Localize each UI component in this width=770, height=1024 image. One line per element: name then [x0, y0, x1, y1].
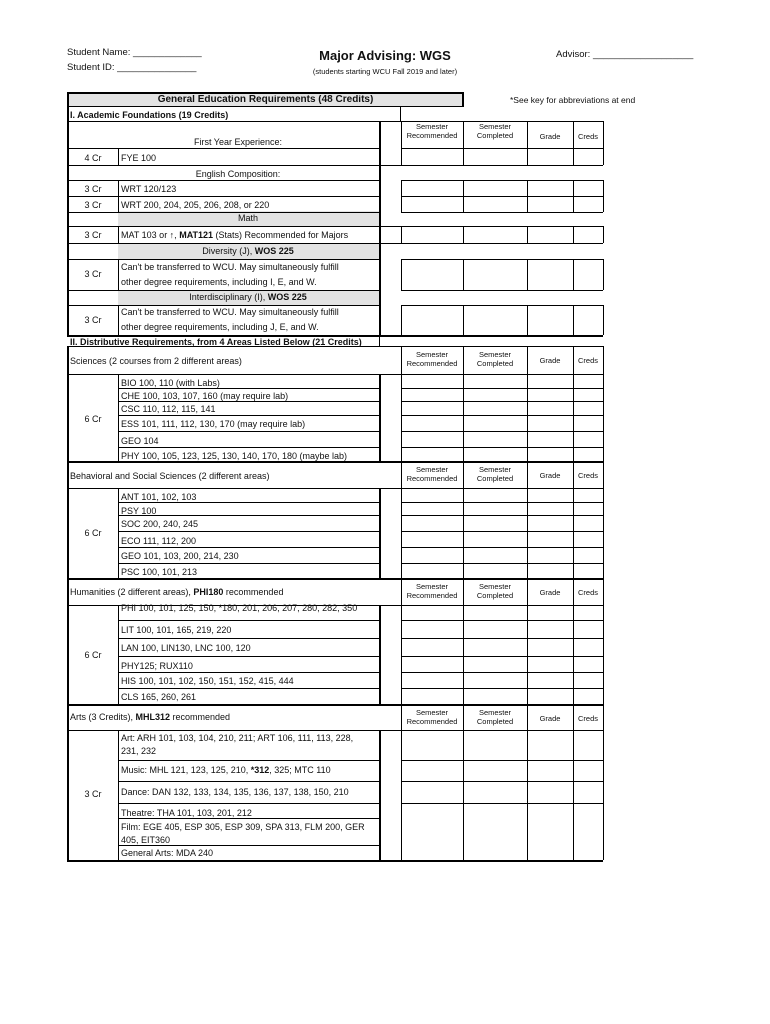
- behavioral-row: ANT 101, 102, 103: [121, 492, 197, 502]
- eng2-credits: 3 Cr: [84, 200, 102, 210]
- column-header: Semester Completed: [476, 582, 514, 600]
- column-header: Grade: [539, 714, 561, 723]
- fye-credits: 4 Cr: [84, 153, 102, 163]
- sciences-credits: 6 Cr: [84, 414, 102, 424]
- arts-film-2: 405, EIT360: [121, 835, 171, 845]
- humanities-credits: 6 Cr: [84, 650, 102, 660]
- student-id-field[interactable]: Student ID: _______________: [67, 62, 197, 73]
- humanities-row: LIT 100, 101, 165, 219, 220: [121, 625, 232, 635]
- arts-dance: Dance: DAN 132, 133, 134, 135, 136, 137, 138, 150, 210: [121, 787, 349, 797]
- eng1-credits: 3 Cr: [84, 184, 102, 194]
- page-title: Major Advising: WGS: [319, 48, 451, 63]
- interdisciplinary-note-2: other degree requirements, including J, E, and W.: [121, 322, 319, 332]
- eng1-course: WRT 120/123: [121, 184, 177, 194]
- sem-rec-header: Semester Recommended: [406, 122, 458, 140]
- humanities-row: LAN 100, LIN130, LNC 100, 120: [121, 643, 251, 653]
- humanities-row: PHI 100, 101, 125, 150, *180, 201, 206, 207, 280, 282, 350: [121, 603, 358, 613]
- eng2-course: WRT 200, 204, 205, 206, 208, or 220: [121, 200, 270, 210]
- column-header: Grade: [539, 356, 561, 365]
- behavioral-label: Behavioral and Social Sciences (2 different areas): [70, 471, 270, 481]
- column-header: Grade: [539, 471, 561, 480]
- column-header: Semester Completed: [476, 465, 514, 483]
- column-header: Creds: [577, 471, 598, 480]
- advisor-field[interactable]: Advisor: ___________________: [556, 49, 694, 60]
- arts-art-2: 231, 232: [121, 746, 157, 756]
- column-header: Semester Completed: [476, 708, 514, 726]
- interdisciplinary-note-1: Can't be transferred to WCU. May simultaneously fulfill: [121, 307, 339, 317]
- key-note: *See key for abbreviations at end: [510, 95, 636, 105]
- humanities-label: Humanities (2 different areas), PHI180 recommended: [70, 587, 284, 597]
- column-header: Semester Recommended: [406, 582, 458, 600]
- behavioral-row: PSY 100: [121, 506, 157, 516]
- diversity-credits: 3 Cr: [84, 269, 102, 279]
- column-header: Creds: [577, 588, 598, 597]
- creds-header: Creds: [577, 132, 598, 141]
- fye-course: FYE 100: [121, 153, 157, 163]
- arts-art-1: Art: ARH 101, 103, 104, 210, 211; ART 106, 111, 113, 228,: [121, 733, 354, 743]
- behavioral-row: GEO 101, 103, 200, 214, 230: [121, 551, 239, 561]
- column-header: Semester Recommended: [406, 708, 458, 726]
- diversity-note-2: other degree requirements, including I, E, and W.: [121, 277, 317, 287]
- page-subtitle: (students starting WCU Fall 2019 and later): [312, 67, 458, 76]
- math-course: MAT 103 or ↑, MAT121 (Stats) Recommended for Majors: [121, 230, 349, 240]
- arts-film-1: Film: EGE 405, ESP 305, ESP 309, SPA 313, FLM 200, GER: [121, 822, 365, 832]
- behavioral-row: SOC 200, 240, 245: [121, 519, 199, 529]
- sciences-row: ESS 101, 111, 112, 130, 170 (may require lab): [121, 419, 306, 429]
- sciences-row: CSC 110, 112, 115, 141: [121, 404, 216, 414]
- math-label: Math: [237, 213, 258, 223]
- behavioral-credits: 6 Cr: [84, 528, 102, 538]
- column-header: Semester Recommended: [406, 350, 458, 368]
- arts-theatre: Theatre: THA 101, 103, 201, 212: [121, 808, 252, 818]
- sciences-row: BIO 100, 110 (with Labs): [121, 378, 220, 388]
- behavioral-row: PSC 100, 101, 213: [121, 567, 198, 577]
- column-header: Creds: [577, 714, 598, 723]
- english-label: English Composition:: [195, 169, 281, 179]
- behavioral-row: ECO 111, 112, 200: [121, 536, 197, 546]
- humanities-row: HIS 100, 101, 102, 150, 151, 152, 415, 444: [121, 676, 294, 686]
- arts-music: Music: MHL 121, 123, 125, 210, *312, 325; MTC 110: [121, 765, 331, 775]
- sciences-row: GEO 104: [121, 436, 159, 446]
- column-header: Semester Completed: [476, 350, 514, 368]
- diversity-note-1: Can't be transferred to WCU. May simultaneously fulfill: [121, 262, 339, 272]
- sem-comp-header: Semester Completed: [476, 122, 514, 140]
- sciences-label: Sciences (2 courses from 2 different areas): [70, 356, 242, 366]
- math-credits: 3 Cr: [84, 230, 102, 240]
- humanities-row: PHY125; RUX110: [121, 661, 193, 671]
- interdisciplinary-credits: 3 Cr: [84, 315, 102, 325]
- arts-credits: 3 Cr: [84, 789, 102, 799]
- sciences-row: CHE 100, 103, 107, 160 (may require lab): [121, 391, 289, 401]
- column-header: Semester Recommended: [406, 465, 458, 483]
- interdisciplinary-label: Interdisciplinary (I), WOS 225: [189, 292, 307, 302]
- fye-label: First Year Experience:: [193, 137, 283, 147]
- diversity-label: Diversity (J), WOS 225: [202, 246, 294, 256]
- academic-foundations-label: I. Academic Foundations (19 Credits): [70, 110, 229, 120]
- distributive-title: II. Distributive Requirements, from 4 Areas Listed Below (21 Credits): [70, 337, 362, 347]
- gen-ed-title: General Education Requirements (48 Credits): [157, 95, 374, 105]
- grade-header: Grade: [539, 132, 561, 141]
- arts-general: General Arts: MDA 240: [121, 848, 214, 858]
- arts-label: Arts (3 Credits), MHL312 recommended: [70, 712, 231, 722]
- humanities-row: CLS 165, 260, 261: [121, 692, 197, 702]
- column-header: Grade: [539, 588, 561, 597]
- column-header: Creds: [577, 356, 598, 365]
- student-name-field[interactable]: Student Name: _____________: [67, 47, 202, 58]
- sciences-row: PHY 100, 105, 123, 125, 130, 140, 170, 180 (maybe lab): [121, 451, 347, 461]
